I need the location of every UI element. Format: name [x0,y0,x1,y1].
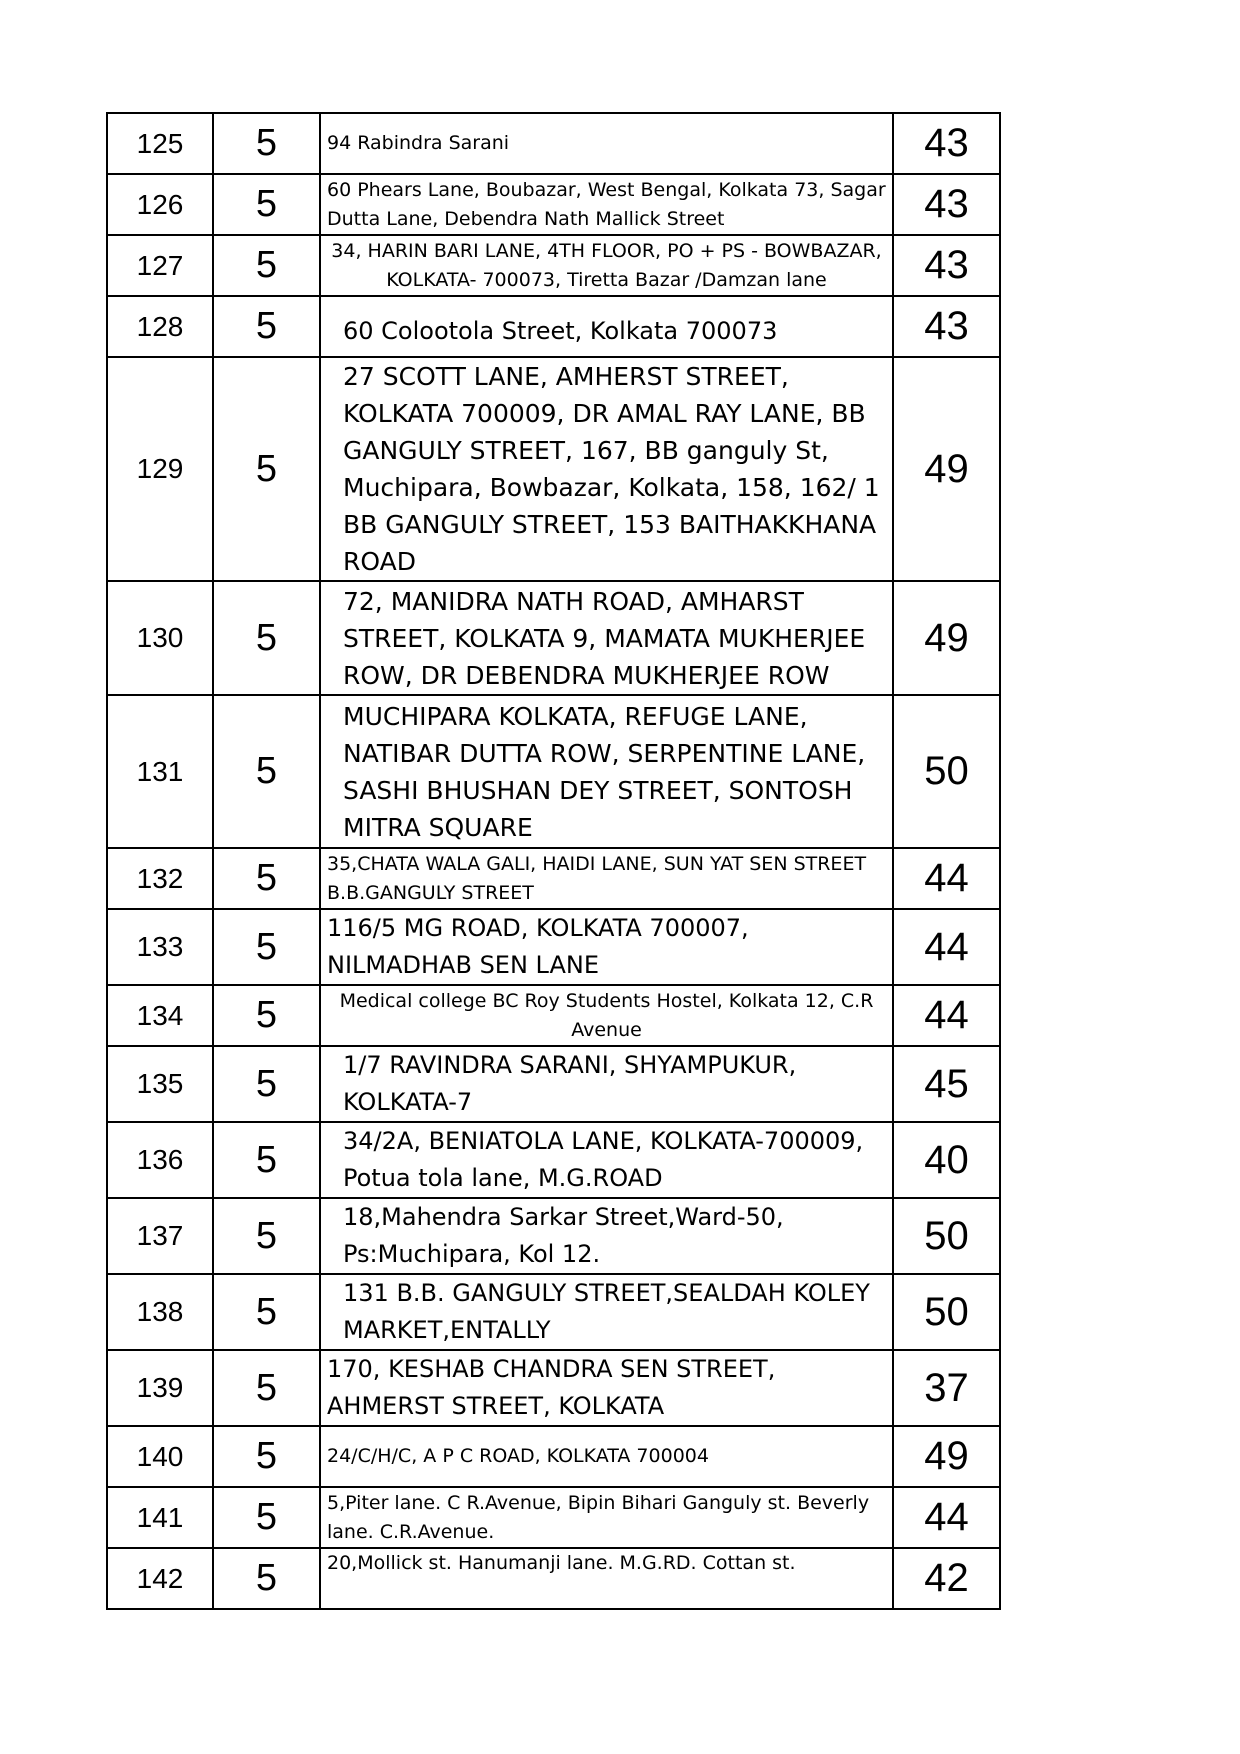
borough-number-cell: 5 [213,1350,320,1426]
table-row [107,113,1000,174]
serial-number-cell: 135 [107,1046,213,1122]
table-row [107,296,1000,357]
serial-number-cell: 129 [107,357,213,581]
table-row [107,1350,1000,1426]
borough-number-cell: 5 [213,296,320,357]
address-cell [320,909,893,985]
address-text: 170, KESHAB CHANDRA SEN STREET, AHMERST STREET, KOLKATA [327,1355,776,1420]
borough-number-cell: 5 [213,1046,320,1122]
address-cell [320,848,893,909]
serial-number-cell: 141 [107,1487,213,1548]
address-cell [320,1548,893,1609]
ward-number-cell: 49 [893,581,1000,695]
borough-number-cell: 5 [213,909,320,985]
borough-number-cell: 5 [213,695,320,848]
serial-number-cell: 140 [107,1426,213,1487]
table-row [107,1198,1000,1274]
ward-number-cell: 50 [893,1198,1000,1274]
address-cell [320,1487,893,1548]
borough-number-cell: 5 [213,985,320,1046]
serial-number-cell: 125 [107,113,213,174]
address-cell [320,695,893,848]
ward-number-cell: 42 [893,1548,1000,1609]
address-text: 94 Rabindra Sarani [327,132,510,154]
table-row [107,581,1000,695]
address-cell [320,1122,893,1198]
ward-number-cell: 40 [893,1122,1000,1198]
address-cell [320,235,893,296]
ward-number-cell: 43 [893,235,1000,296]
address-text: 27 SCOTT LANE, AMHERST STREET, KOLKATA 700009, DR AMAL RAY LANE, BB GANGULY STREET, 167, BB ganguly St, Muchipara, Bowbazar, Kolkata, 158, 162/ 1 BB GANGULY STREET, 153 BAITHAKKHANA ROAD [343,362,880,576]
address-text: 34/2A, BENIATOLA LANE, KOLKATA-700009, Potua tola lane, M.G.ROAD [343,1127,864,1192]
borough-number-cell: 5 [213,357,320,581]
address-text: 60 Phears Lane, Boubazar, West Bengal, Kolkata 73, Sagar Dutta Lane, Debendra Nath Mallick Street [327,178,886,230]
address-text: 35,CHATA WALA GALI, HAIDI LANE, SUN YAT SEN STREET B.B.GANGULY STREET [327,852,867,904]
ward-number-cell: 43 [893,296,1000,357]
address-cell [320,1274,893,1350]
address-text: MUCHIPARA KOLKATA, REFUGE LANE, NATIBAR DUTTA ROW, SERPENTINE LANE, SASHI BHUSHAN DEY STREET, SONTOSH MITRA SQUARE [343,701,866,842]
address-cell [320,113,893,174]
table-row [107,1548,1000,1609]
table-row [107,1122,1000,1198]
table-row [107,174,1000,235]
borough-number-cell: 5 [213,1198,320,1274]
serial-number-cell: 133 [107,909,213,985]
serial-number-cell: 137 [107,1198,213,1274]
table-row [107,1487,1000,1548]
borough-number-cell: 5 [213,1122,320,1198]
ward-number-cell: 50 [893,695,1000,848]
address-text: 18,Mahendra Sarkar Street,Ward-50, Ps:Muchipara, Kol 12. [343,1203,784,1268]
ward-number-cell: 44 [893,1487,1000,1548]
address-text: 20,Mollick st. Hanumanji lane. M.G.RD. Cottan st. [327,1552,796,1574]
serial-number-cell: 127 [107,235,213,296]
table-row [107,695,1000,848]
ward-number-cell: 43 [893,113,1000,174]
serial-number-cell: 132 [107,848,213,909]
ward-number-cell: 49 [893,357,1000,581]
address-text: 116/5 MG ROAD, KOLKATA 700007, NILMADHAB SEN LANE [327,914,749,979]
ward-number-cell: 37 [893,1350,1000,1426]
address-cell [320,1198,893,1274]
ward-number-cell: 44 [893,985,1000,1046]
borough-number-cell: 5 [213,581,320,695]
ward-number-cell: 50 [893,1274,1000,1350]
borough-number-cell: 5 [213,235,320,296]
address-cell [320,1426,893,1487]
address-text: 5,Piter lane. C R.Avenue, Bipin Bihari Ganguly st. Beverly lane. C.R.Avenue. [327,1491,870,1543]
borough-number-cell: 5 [213,848,320,909]
address-cell [320,581,893,695]
borough-number-cell: 5 [213,1274,320,1350]
borough-number-cell: 5 [213,1426,320,1487]
table-row [107,235,1000,296]
address-cell [320,1046,893,1122]
serial-number-cell: 130 [107,581,213,695]
table-row [107,1274,1000,1350]
address-table [106,112,1001,1610]
address-text: 24/C/H/C, A P C ROAD, KOLKATA 700004 [327,1445,709,1467]
serial-number-cell: 139 [107,1350,213,1426]
borough-number-cell: 5 [213,113,320,174]
serial-number-cell: 126 [107,174,213,235]
table-row [107,1046,1000,1122]
address-cell [320,985,893,1046]
table-row [107,985,1000,1046]
address-cell [320,296,893,357]
address-text: Medical college BC Roy Students Hostel, Kolkata 12, C.R Avenue [339,989,874,1041]
ward-number-cell: 44 [893,848,1000,909]
serial-number-cell: 128 [107,296,213,357]
address-cell [320,1350,893,1426]
serial-number-cell: 131 [107,695,213,848]
serial-number-cell: 142 [107,1548,213,1609]
serial-number-cell: 138 [107,1274,213,1350]
borough-number-cell: 5 [213,174,320,235]
address-text: 131 B.B. GANGULY STREET,SEALDAH KOLEY MARKET,ENTALLY [343,1279,870,1344]
address-text: 34, HARIN BARI LANE, 4TH FLOOR, PO + PS - BOWBAZAR, KOLKATA- 700073, Tiretta Bazar /Damzan lane [331,239,882,291]
table-row [107,357,1000,581]
address-text: 60 Colootola Street, Kolkata 700073 [343,317,778,345]
table-row [107,848,1000,909]
serial-number-cell: 134 [107,985,213,1046]
ward-number-cell: 45 [893,1046,1000,1122]
ward-number-cell: 49 [893,1426,1000,1487]
table-row [107,1426,1000,1487]
borough-number-cell: 5 [213,1548,320,1609]
serial-number-cell: 136 [107,1122,213,1198]
address-text: 72, MANIDRA NATH ROAD, AMHARST STREET, KOLKATA 9, MAMATA MUKHERJEE ROW, DR DEBENDRA MUKHERJEE ROW [343,586,866,690]
ward-number-cell: 44 [893,909,1000,985]
address-cell [320,357,893,581]
address-cell [320,174,893,235]
table-row [107,909,1000,985]
address-text: 1/7 RAVINDRA SARANI, SHYAMPUKUR, KOLKATA-7 [343,1051,797,1116]
borough-number-cell: 5 [213,1487,320,1548]
ward-number-cell: 43 [893,174,1000,235]
